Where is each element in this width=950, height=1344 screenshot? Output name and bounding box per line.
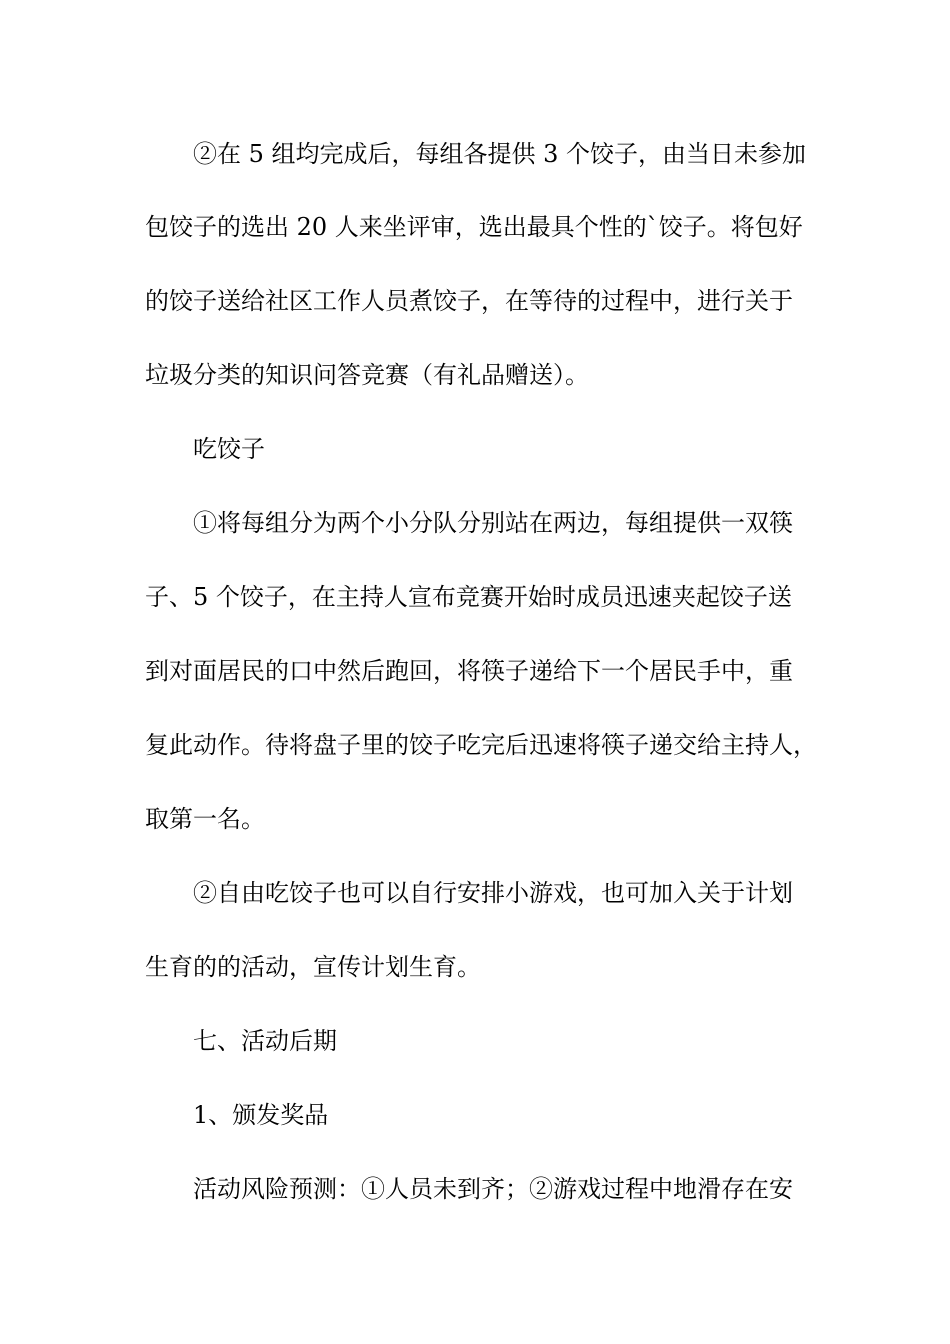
- paragraph-line: 包饺子的选出 20 人来坐评审，选出最具个性的`饺子。将包好: [145, 213, 803, 241]
- paragraph-line: 子、5 个饺子，在主持人宣布竞赛开始时成员迅速夹起饺子送: [145, 583, 792, 611]
- paragraph-line: ②在 5 组均完成后，每组各提供 3 个饺子，由当日未参加: [193, 140, 807, 168]
- paragraph-line: 复此动作。待将盘子里的饺子吃完后迅速将筷子递交给主持人，: [145, 731, 817, 759]
- paragraph-line: 生育的的活动，宣传计划生育。: [145, 953, 481, 981]
- paragraph-line: 活动风险预测：①人员未到齐；②游戏过程中地滑存在安: [193, 1175, 793, 1203]
- paragraph-line: ②自由吃饺子也可以自行安排小游戏，也可加入关于计划: [193, 879, 793, 907]
- paragraph-line: 的饺子送给社区工作人员煮饺子，在等待的过程中，进行关于: [145, 287, 793, 315]
- paragraph-line: 垃圾分类的知识问答竞赛（有礼品赠送）。: [145, 361, 589, 389]
- section-heading: 吃饺子: [193, 435, 265, 463]
- section-heading: 七、活动后期: [193, 1027, 337, 1055]
- paragraph-line: ①将每组分为两个小分队分别站在两边，每组提供一双筷: [193, 509, 793, 537]
- paragraph-line: 取第一名。: [145, 805, 265, 833]
- subsection-heading: 1、颁发奖品: [193, 1101, 329, 1129]
- paragraph-line: 到对面居民的口中然后跑回，将筷子递给下一个居民手中，重: [145, 657, 793, 685]
